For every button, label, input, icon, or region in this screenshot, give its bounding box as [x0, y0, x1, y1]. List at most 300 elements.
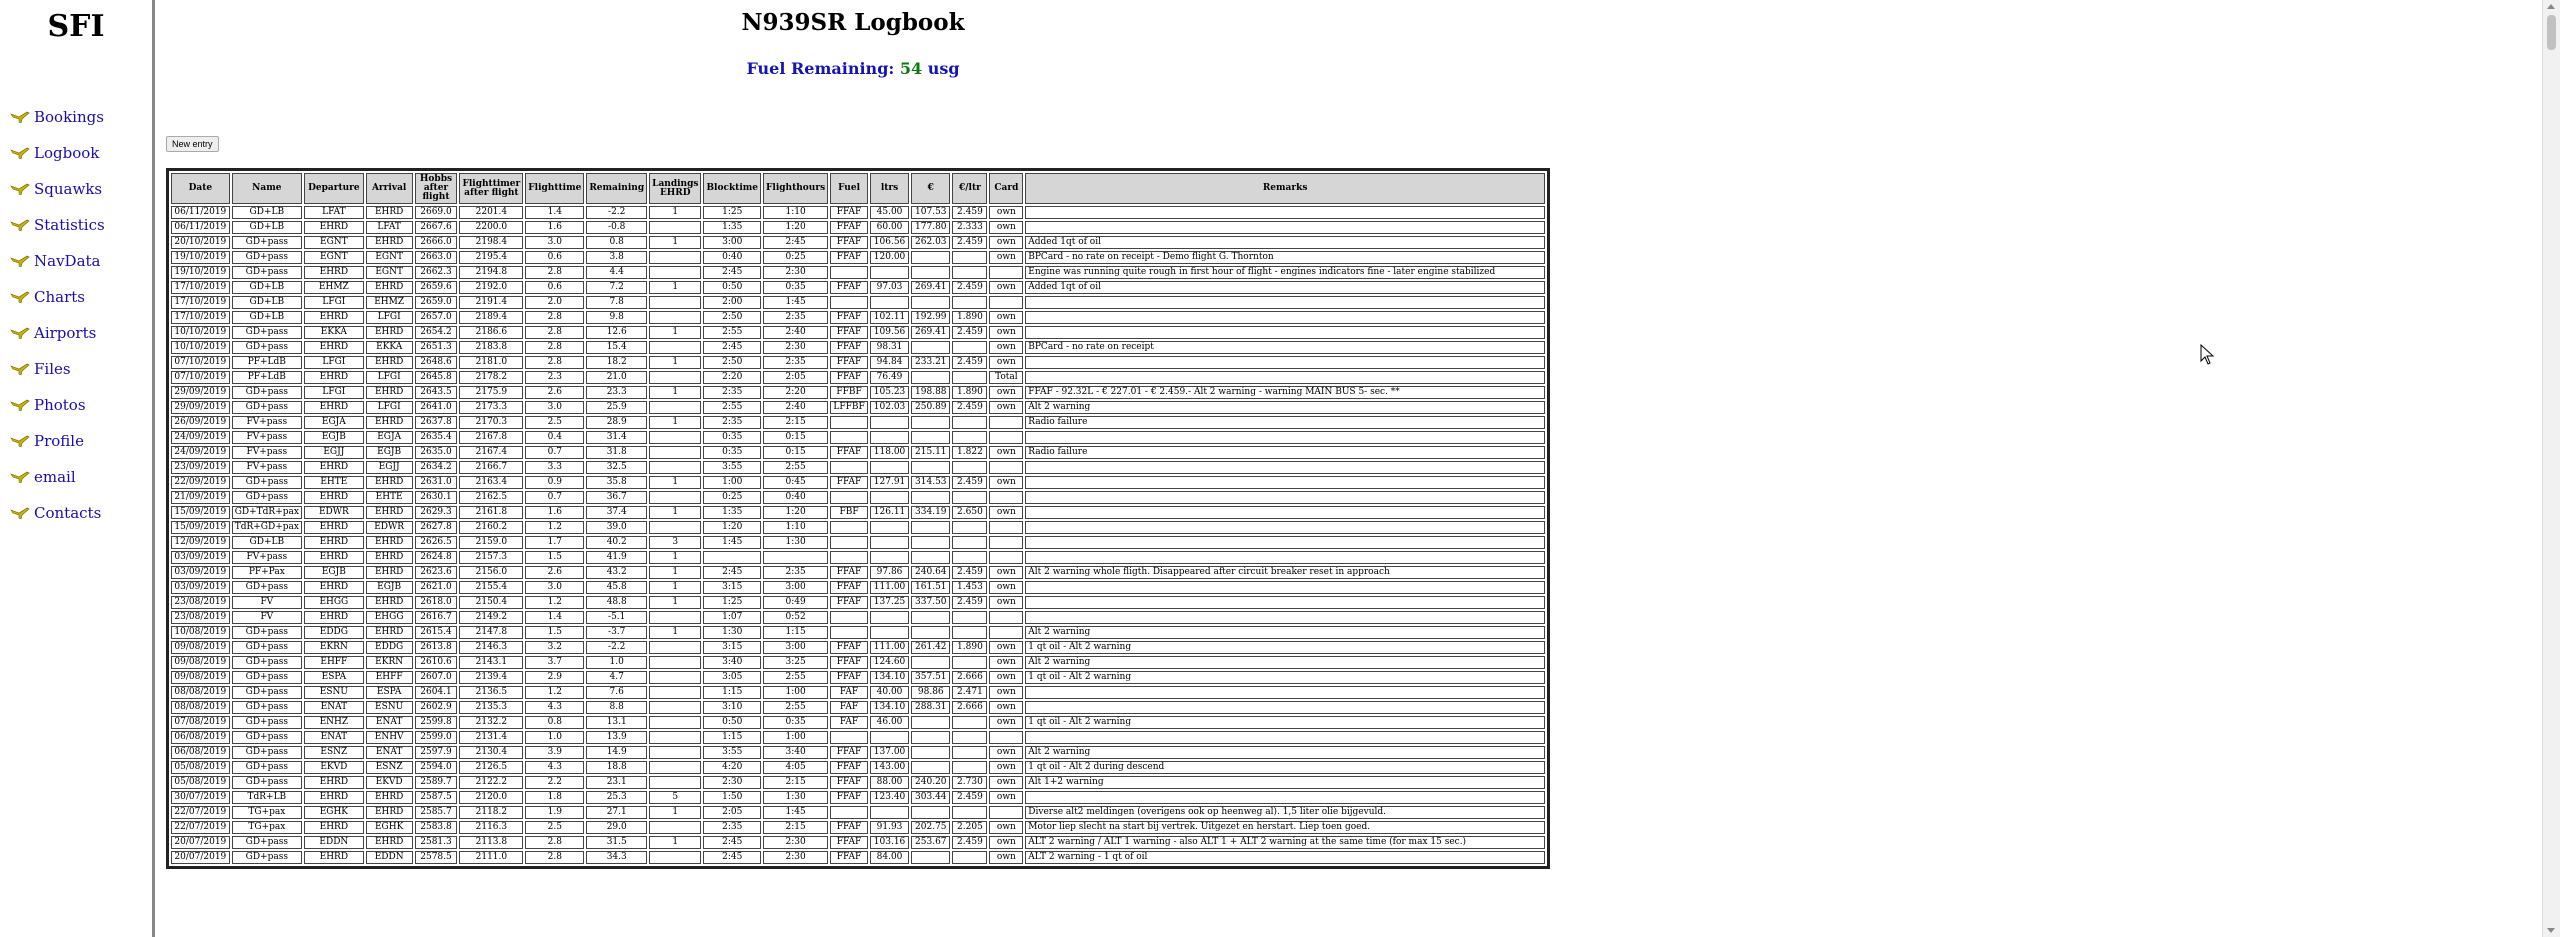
table-cell: EGNT [366, 251, 413, 264]
column-header[interactable]: Departure [304, 173, 364, 204]
table-cell: 2130.4 [459, 746, 523, 759]
table-row[interactable] [171, 581, 1545, 594]
table-row[interactable] [171, 326, 1545, 339]
table-cell: 2146.3 [459, 641, 523, 654]
table-cell: 03/09/2019 [171, 581, 230, 594]
table-cell: own [989, 656, 1023, 669]
table-row[interactable] [171, 206, 1545, 219]
table-cell: 2.459 [952, 326, 987, 339]
table-cell: 2:40 [763, 401, 828, 414]
table-cell: 4.7 [586, 671, 647, 684]
table-cell: 9.8 [586, 311, 647, 324]
table-cell: 2.730 [952, 776, 987, 789]
column-header[interactable]: € [911, 173, 950, 204]
table-cell [870, 461, 909, 474]
table-cell: own [989, 326, 1023, 339]
table-row[interactable] [171, 371, 1545, 384]
table-row[interactable] [171, 341, 1545, 354]
scrollbar-thumb[interactable] [2547, 15, 2556, 50]
table-cell [952, 536, 987, 549]
table-cell: EHRD [366, 326, 413, 339]
table-cell: own [989, 341, 1023, 354]
table-cell [830, 266, 868, 279]
table-cell: 2618.0 [415, 596, 458, 609]
table-cell: 3:15 [703, 641, 761, 654]
table-cell: EHRD [366, 206, 413, 219]
table-cell: 2581.3 [415, 836, 458, 849]
table-cell: EDWR [366, 521, 413, 534]
table-cell: 98.31 [870, 341, 909, 354]
table-cell [649, 371, 701, 384]
logbook-table [166, 168, 1550, 869]
sidebar-item-logbook[interactable] [10, 135, 105, 171]
sidebar-link-contacts[interactable]: Contacts [34, 504, 102, 522]
table-cell: 31.5 [586, 836, 647, 849]
table-cell [952, 416, 987, 429]
table-cell [1025, 551, 1545, 564]
table-cell: 1 [649, 626, 701, 639]
table-cell: 2610.6 [415, 656, 458, 669]
table-cell: EKVD [366, 776, 413, 789]
table-cell: 2.9 [525, 671, 584, 684]
table-cell: 111.00 [870, 581, 909, 594]
table-cell [1025, 206, 1545, 219]
table-cell: FV+pass [232, 416, 302, 429]
table-cell: 2.8 [525, 326, 584, 339]
table-cell: 2631.0 [415, 476, 458, 489]
sidebar-item-photos[interactable] [10, 387, 105, 423]
table-cell: 15/09/2019 [171, 506, 230, 519]
table-cell [870, 806, 909, 819]
table-cell: 10/08/2019 [171, 626, 230, 639]
table-cell: BPCard - no rate on receipt [1025, 341, 1545, 354]
sidebar-item-profile[interactable] [10, 423, 105, 459]
table-cell: FFAF [830, 776, 868, 789]
column-header[interactable]: Flighthours [763, 173, 828, 204]
table-cell: own [989, 251, 1023, 264]
column-header[interactable]: Fuel [830, 173, 868, 204]
sidebar-link-photos[interactable]: Photos [34, 396, 86, 414]
table-row[interactable] [171, 596, 1545, 609]
sidebar-link-navdata[interactable]: NavData [34, 252, 101, 270]
table-cell [911, 656, 950, 669]
table-cell: 288.31 [911, 701, 950, 714]
table-cell: 2635.0 [415, 446, 458, 459]
table-row[interactable] [171, 281, 1545, 294]
table-cell: PF+LdB [232, 356, 302, 369]
column-header[interactable]: Flighttime [525, 173, 584, 204]
table-cell: 2143.1 [459, 656, 523, 669]
table-row[interactable] [171, 446, 1545, 459]
table-cell: 23.1 [586, 776, 647, 789]
table-cell: 1 [649, 386, 701, 399]
table-cell: 2147.8 [459, 626, 523, 639]
table-cell: FFBF [830, 386, 868, 399]
aircraft-icon [10, 110, 30, 124]
table-cell: Alt 2 warning [1025, 746, 1545, 759]
table-cell: GD+pass [232, 251, 302, 264]
table-cell: 127.91 [870, 476, 909, 489]
column-header[interactable]: Remaining [586, 173, 647, 204]
sidebar-item-navdata[interactable] [10, 243, 105, 279]
column-header[interactable]: Blocktime [703, 173, 761, 204]
table-cell: 0:35 [703, 431, 761, 444]
table-row[interactable] [171, 821, 1545, 834]
table-cell: FAF [830, 686, 868, 699]
table-row[interactable] [171, 461, 1545, 474]
table-cell [649, 446, 701, 459]
table-cell: 2.8 [525, 266, 584, 279]
table-cell: 03/09/2019 [171, 566, 230, 579]
table-cell: 25.3 [586, 791, 647, 804]
table-cell: 1.453 [952, 581, 987, 594]
table-cell [649, 611, 701, 624]
table-cell: EDWR [304, 506, 364, 519]
fuel-remaining [156, 59, 1550, 78]
table-cell [649, 761, 701, 774]
sidebar-link-bookings[interactable]: Bookings [34, 108, 104, 126]
table-cell: 12.6 [586, 326, 647, 339]
table-row[interactable] [171, 236, 1545, 249]
table-cell: 1:00 [763, 686, 828, 699]
table-cell: 1:45 [763, 296, 828, 309]
table-row[interactable] [171, 476, 1545, 489]
sidebar-item-statistics[interactable] [10, 207, 105, 243]
sidebar-item-bookings[interactable] [10, 99, 105, 135]
table-cell: TG+pax [232, 821, 302, 834]
table-cell: 2:35 [763, 566, 828, 579]
column-header[interactable]: ltrs [870, 173, 909, 204]
table-cell: 2:45 [703, 566, 761, 579]
table-cell: 2170.3 [459, 416, 523, 429]
vertical-scrollbar[interactable] [2542, 0, 2560, 937]
table-row[interactable] [171, 716, 1545, 729]
table-cell: own [989, 761, 1023, 774]
table-cell: 1 [649, 836, 701, 849]
table-cell: 102.03 [870, 401, 909, 414]
table-cell: 0:35 [763, 281, 828, 294]
table-row[interactable] [171, 266, 1545, 279]
table-cell: 2160.2 [459, 521, 523, 534]
column-header[interactable]: Hobbs after flight [415, 173, 458, 204]
table-cell: GD+pass [232, 851, 302, 864]
table-row[interactable] [171, 356, 1545, 369]
table-cell: 43.2 [586, 566, 647, 579]
table-cell [1025, 476, 1545, 489]
table-cell: ENAT [304, 701, 364, 714]
column-header[interactable]: Landings EHRD [649, 173, 701, 204]
table-cell: 2149.2 [459, 611, 523, 624]
table-cell: 76.49 [870, 371, 909, 384]
table-row[interactable] [171, 491, 1545, 504]
table-cell: Alt 2 warning [1025, 401, 1545, 414]
column-header[interactable]: Card [989, 173, 1023, 204]
table-cell: PF+LdB [232, 371, 302, 384]
table-cell: 2167.4 [459, 446, 523, 459]
table-row[interactable] [171, 836, 1545, 849]
table-row[interactable] [171, 521, 1545, 534]
table-cell: Radio failure [1025, 416, 1545, 429]
table-cell [1025, 791, 1545, 804]
table-row[interactable] [171, 221, 1545, 234]
table-cell [952, 296, 987, 309]
sidebar-item-email[interactable] [10, 459, 105, 495]
table-row[interactable] [171, 791, 1545, 804]
table-cell: 22/09/2019 [171, 476, 230, 489]
table-cell: 2116.3 [459, 821, 523, 834]
table-cell: 126.11 [870, 506, 909, 519]
table-row[interactable] [171, 536, 1545, 549]
table-cell: EHGG [304, 596, 364, 609]
table-cell: 253.67 [911, 836, 950, 849]
table-cell: 118.00 [870, 446, 909, 459]
table-cell [989, 551, 1023, 564]
table-cell [952, 461, 987, 474]
table-cell [952, 521, 987, 534]
table-cell: 36.7 [586, 491, 647, 504]
table-cell: FFAF [830, 371, 868, 384]
table-cell: 09/08/2019 [171, 656, 230, 669]
table-cell: 06/11/2019 [171, 221, 230, 234]
table-cell: 1.4 [525, 206, 584, 219]
table-cell: 2.8 [525, 836, 584, 849]
table-cell: 4:05 [763, 761, 828, 774]
table-cell [830, 296, 868, 309]
table-cell: 5 [649, 791, 701, 804]
table-row[interactable] [171, 851, 1545, 864]
table-cell [830, 626, 868, 639]
table-cell: FV+pass [232, 446, 302, 459]
table-cell [649, 221, 701, 234]
table-cell: EHRD [366, 476, 413, 489]
sidebar-item-files[interactable] [10, 351, 105, 387]
table-cell: ESNZ [366, 761, 413, 774]
table-row[interactable] [171, 686, 1545, 699]
table-cell [911, 296, 950, 309]
table-cell: FFAF [830, 671, 868, 684]
aircraft-icon [10, 182, 30, 196]
scroll-down-arrow-icon[interactable] [2547, 928, 2555, 933]
table-cell [649, 266, 701, 279]
table-cell: 1.890 [952, 386, 987, 399]
table-row[interactable] [171, 611, 1545, 624]
table-cell: EHRD [304, 371, 364, 384]
table-cell: 2.666 [952, 701, 987, 714]
table-cell [1025, 221, 1545, 234]
sidebar-item-squawks[interactable] [10, 171, 105, 207]
table-cell: EHRD [366, 386, 413, 399]
table-cell [1025, 461, 1545, 474]
table-cell [952, 551, 987, 564]
table-cell: 0.8 [525, 716, 584, 729]
aircraft-icon [10, 434, 30, 448]
table-row[interactable] [171, 671, 1545, 684]
table-cell: 2135.3 [459, 701, 523, 714]
sidebar-link-airports[interactable]: Airports [34, 324, 97, 342]
sidebar-item-charts[interactable] [10, 279, 105, 315]
table-cell [1025, 296, 1545, 309]
scroll-up-arrow-icon[interactable] [2547, 4, 2555, 9]
sidebar-item-airports[interactable] [10, 315, 105, 351]
table-cell: FFAF [830, 341, 868, 354]
table-cell: 19/10/2019 [171, 266, 230, 279]
table-cell [649, 401, 701, 414]
table-row[interactable] [171, 431, 1545, 444]
table-cell: ESNZ [304, 746, 364, 759]
table-cell: EHRD [304, 551, 364, 564]
table-row[interactable] [171, 566, 1545, 579]
table-cell [830, 611, 868, 624]
column-header[interactable]: Name [232, 173, 302, 204]
table-cell: TdR+GD+pax [232, 521, 302, 534]
table-cell: 1:00 [763, 731, 828, 744]
table-row[interactable] [171, 386, 1545, 399]
table-cell: EGJA [304, 416, 364, 429]
sidebar-link-logbook[interactable]: Logbook [34, 144, 100, 162]
table-cell: 1 [649, 566, 701, 579]
sidebar-link-profile[interactable]: Profile [34, 432, 84, 450]
sidebar-link-statistics[interactable]: Statistics [34, 216, 105, 234]
table-cell [830, 536, 868, 549]
table-cell: FBF [830, 506, 868, 519]
table-row[interactable] [171, 311, 1545, 324]
table-cell: own [989, 386, 1023, 399]
table-cell [830, 731, 868, 744]
table-cell: -2.2 [586, 206, 647, 219]
table-cell: 1:20 [763, 506, 828, 519]
sidebar-item-contacts[interactable] [10, 495, 105, 531]
table-cell: GD+pass [232, 686, 302, 699]
table-cell: own [989, 836, 1023, 849]
table-cell [989, 536, 1023, 549]
column-header[interactable]: Remarks [1025, 173, 1545, 204]
table-cell: 2.459 [952, 206, 987, 219]
table-cell: 123.40 [870, 791, 909, 804]
table-cell: 3 [649, 536, 701, 549]
table-row[interactable] [171, 701, 1545, 714]
fuel-unit: usg [927, 59, 960, 78]
table-row[interactable] [171, 746, 1545, 759]
new-entry-button[interactable]: New entry [166, 136, 219, 152]
table-cell: FFAF [830, 836, 868, 849]
table-cell: 23.3 [586, 386, 647, 399]
table-cell: 05/08/2019 [171, 761, 230, 774]
table-cell: 143.00 [870, 761, 909, 774]
table-cell: 1.6 [525, 221, 584, 234]
table-row[interactable] [171, 761, 1545, 774]
table-cell: 134.10 [870, 671, 909, 684]
fuel-value: 54 [899, 59, 923, 78]
table-cell: 2613.8 [415, 641, 458, 654]
table-cell: 2166.7 [459, 461, 523, 474]
table-cell: 3.0 [525, 401, 584, 414]
table-cell: EKKA [366, 341, 413, 354]
table-cell [911, 371, 950, 384]
table-cell: 22/07/2019 [171, 806, 230, 819]
column-header[interactable]: Flighttimer after flight [459, 173, 523, 204]
table-cell: 2.5 [525, 416, 584, 429]
table-cell: Radio failure [1025, 446, 1545, 459]
table-cell: GD+LB [232, 206, 302, 219]
table-row[interactable] [171, 416, 1545, 429]
table-row[interactable] [171, 251, 1545, 264]
table-cell: 106.56 [870, 236, 909, 249]
sidebar-link-charts[interactable]: Charts [34, 288, 85, 306]
table-row[interactable] [171, 551, 1545, 564]
table-cell: 111.00 [870, 641, 909, 654]
table-cell: 2178.2 [459, 371, 523, 384]
table-cell: 0.6 [525, 251, 584, 264]
table-row[interactable] [171, 506, 1545, 519]
table-row[interactable] [171, 641, 1545, 654]
table-cell: 262.03 [911, 236, 950, 249]
table-cell: 08/08/2019 [171, 701, 230, 714]
table-cell: 269.41 [911, 281, 950, 294]
table-cell [649, 431, 701, 444]
table-cell: 1:30 [703, 626, 761, 639]
table-cell: GD+pass [232, 701, 302, 714]
table-cell: BPCard - no rate on receipt - Demo flight G. Thornton [1025, 251, 1545, 264]
site-logo: SFI [47, 9, 105, 44]
table-cell: 2:35 [703, 386, 761, 399]
table-cell: FFAF [830, 656, 868, 669]
table-cell: 06/08/2019 [171, 746, 230, 759]
table-cell: 10/10/2019 [171, 326, 230, 339]
table-cell [911, 461, 950, 474]
table-row[interactable] [171, 626, 1545, 639]
table-cell: EHRD [304, 611, 364, 624]
table-cell: 2122.2 [459, 776, 523, 789]
aircraft-icon [10, 506, 30, 520]
table-row[interactable] [171, 806, 1545, 819]
table-cell: FV [232, 596, 302, 609]
table-cell [952, 611, 987, 624]
table-cell: 2654.2 [415, 326, 458, 339]
table-cell [1025, 521, 1545, 534]
table-cell: 2669.0 [415, 206, 458, 219]
table-cell [1025, 581, 1545, 594]
table-cell: FV+pass [232, 461, 302, 474]
column-header[interactable]: Arrival [366, 173, 413, 204]
table-row[interactable] [171, 401, 1545, 414]
table-cell: LFGI [304, 386, 364, 399]
table-cell: 2:30 [763, 341, 828, 354]
table-cell: 1:35 [703, 506, 761, 519]
sidebar-link-squawks[interactable]: Squawks [34, 180, 103, 198]
table-row[interactable] [171, 731, 1545, 744]
sidebar-link-files[interactable]: Files [34, 360, 71, 378]
main-content [156, 0, 1550, 937]
table-cell [649, 746, 701, 759]
table-cell: EHGG [366, 611, 413, 624]
table-row[interactable] [171, 296, 1545, 309]
table-cell: EHRD [304, 821, 364, 834]
table-cell: 1:10 [763, 521, 828, 534]
table-cell: -3.7 [586, 626, 647, 639]
table-row[interactable] [171, 656, 1545, 669]
table-cell: EHRD [304, 221, 364, 234]
table-cell: 2621.0 [415, 581, 458, 594]
table-cell [870, 551, 909, 564]
table-cell: 2:45 [703, 266, 761, 279]
table-cell: 7.8 [586, 296, 647, 309]
sidebar-link-email[interactable]: email [34, 468, 76, 486]
column-header[interactable]: €/ltr [952, 173, 987, 204]
table-row[interactable] [171, 776, 1545, 789]
table-cell: FFAF [830, 221, 868, 234]
column-header[interactable]: Date [171, 173, 230, 204]
table-cell: EHRD [366, 566, 413, 579]
